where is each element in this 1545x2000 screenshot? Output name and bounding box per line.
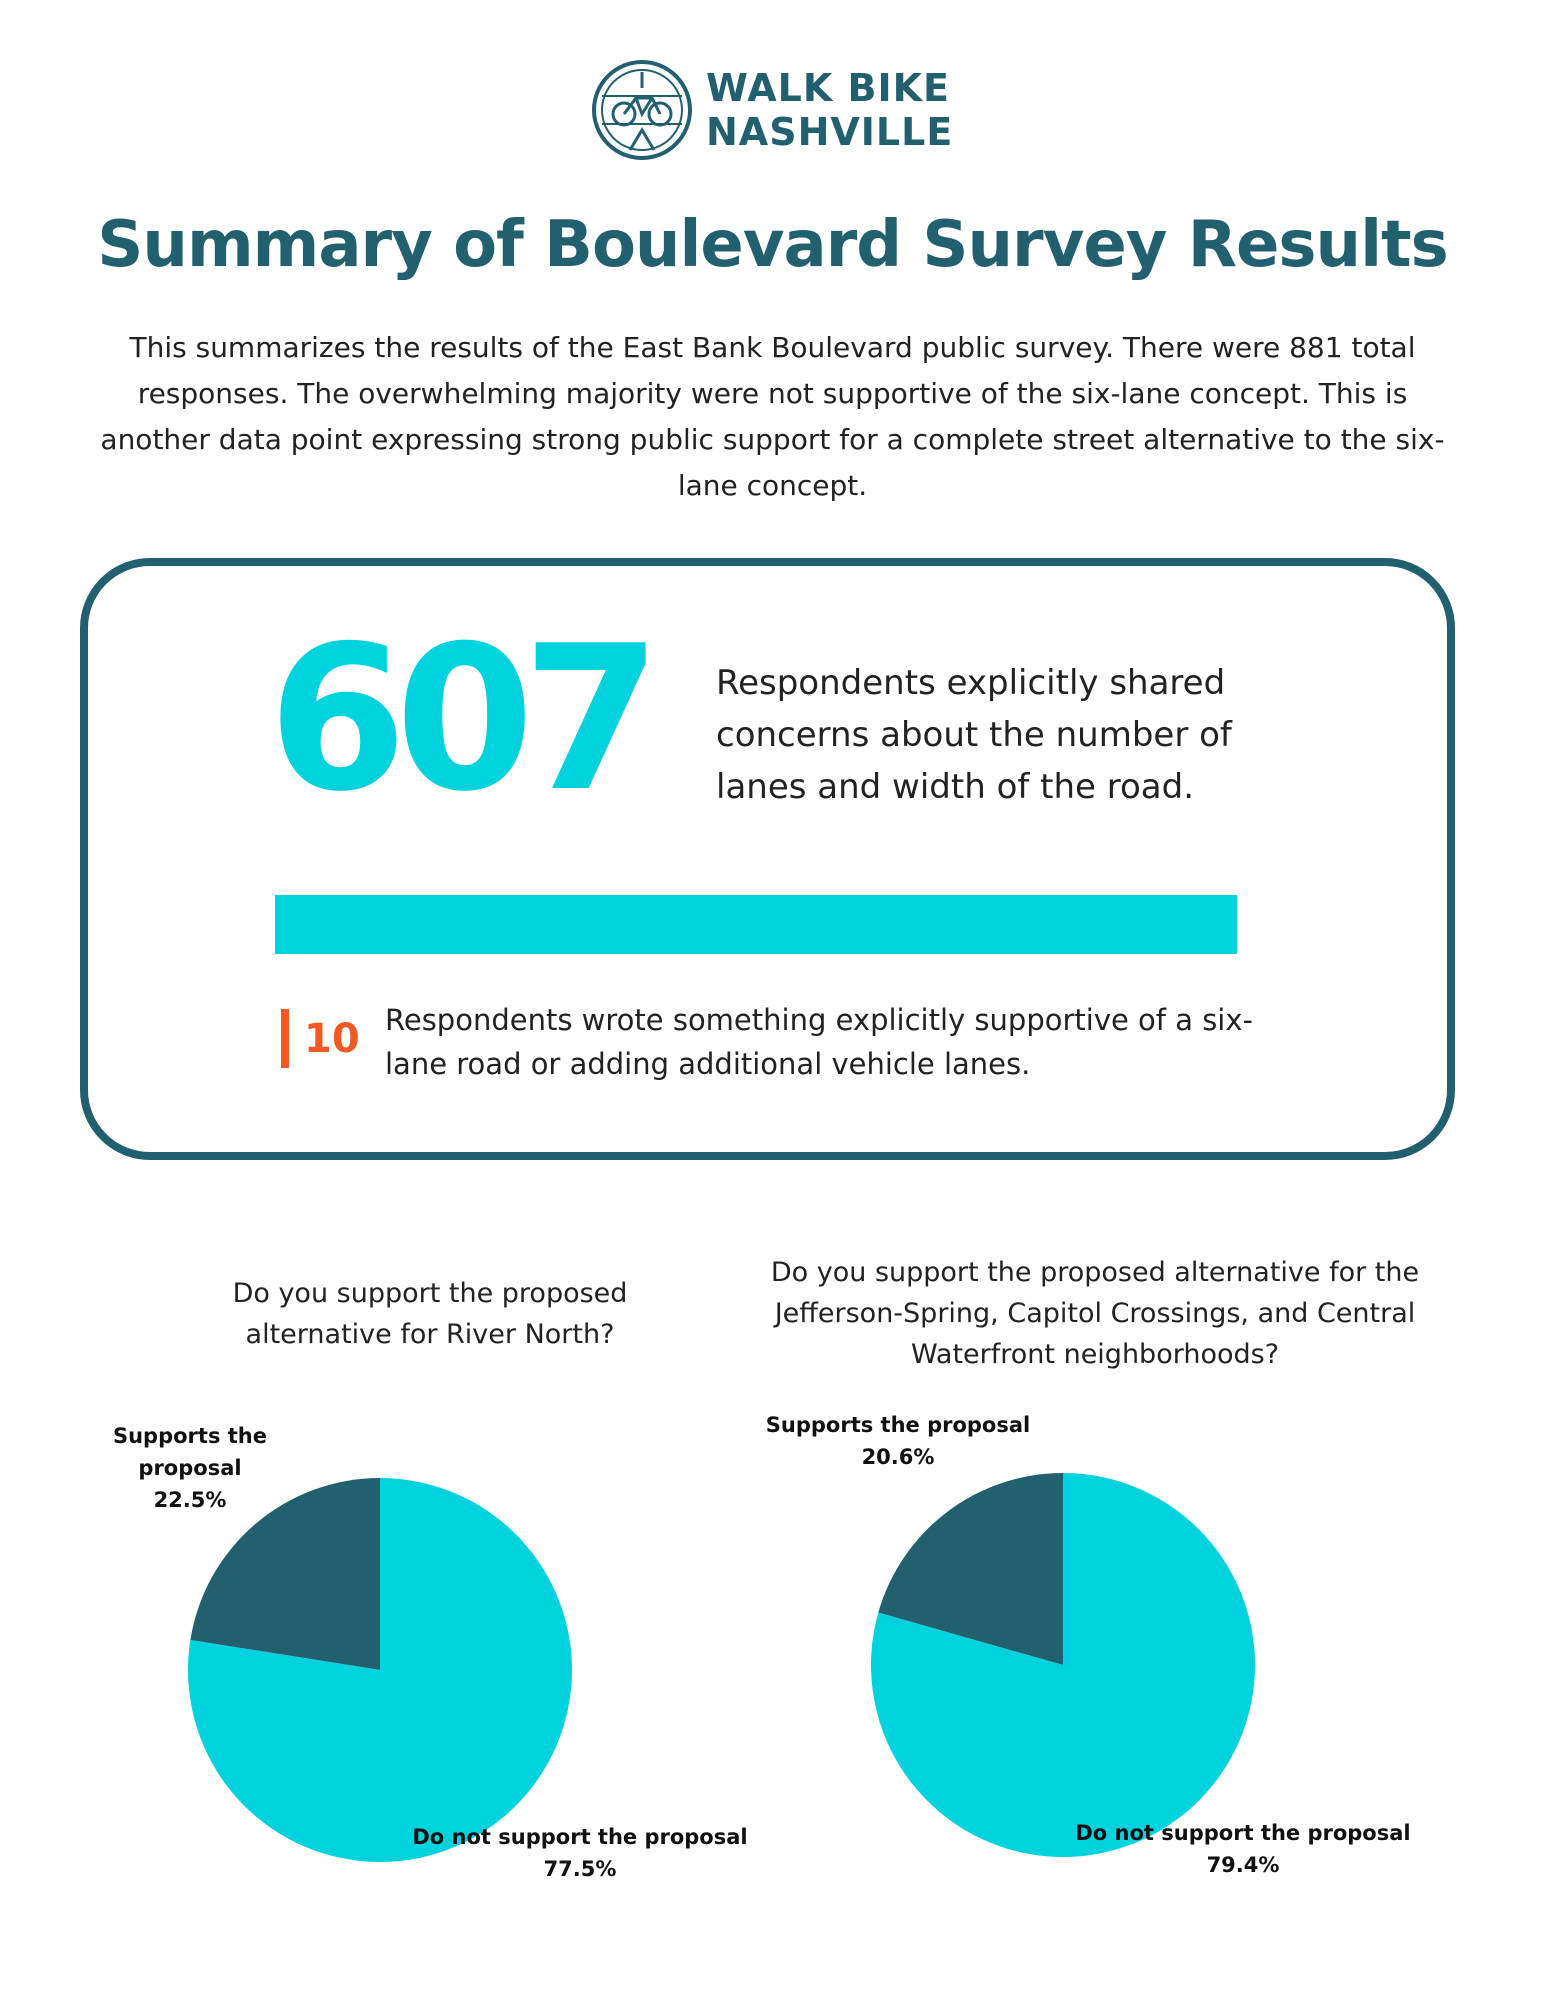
river-north-support-text: Supports the proposal	[112, 1424, 267, 1480]
river-north-oppose-label	[400, 1821, 760, 1885]
intro-paragraph: This summarizes the results of the East Bank Boulevard public survey. There were 881 total responses. The overwhelming majority were not supportive of the six-lane concept. This is another data point expressing strong public support for a complete street alternative to the six-lane concept.	[100, 331, 1445, 502]
jefferson-spring-support-text: Supports the proposal	[765, 1413, 1031, 1437]
bicycle-icon	[590, 58, 694, 162]
supportive-description: Respondents wrote something explicitly supportive of a six-lane road or adding additional vehicle lanes.	[385, 1003, 1253, 1081]
jefferson-spring-oppose-text: Do not support the proposal	[1075, 1821, 1411, 1845]
river-north-oppose-text: Do not support the proposal	[412, 1825, 748, 1849]
walk-bike-nashville-logo	[590, 58, 954, 168]
jefferson-spring-support-label	[763, 1409, 1033, 1473]
river-north-pie-chart	[185, 1475, 575, 1865]
jefferson-spring-support-value: 20.6%	[861, 1445, 935, 1469]
logo-wordmark	[706, 66, 953, 154]
page-title: Summary of Boulevard Survey Results	[97, 208, 1448, 282]
concerns-description: Respondents explicitly shared concerns about the number of lanes and width of the road.	[716, 663, 1232, 807]
jefferson-spring-oppose-label	[1068, 1817, 1418, 1881]
river-north-support-value: 22.5%	[153, 1488, 227, 1512]
supportive-bar	[281, 1009, 289, 1068]
concerns-bar	[275, 895, 1237, 954]
river-north-question: Do you support the proposed alternative for River North?	[232, 1278, 628, 1350]
logo-line-1: WALK BIKE	[706, 66, 951, 110]
concerns-count: 607	[268, 603, 650, 836]
jefferson-spring-oppose-value: 79.4%	[1206, 1853, 1280, 1877]
river-north-oppose-value: 77.5%	[543, 1857, 617, 1881]
logo-line-2: NASHVILLE	[706, 110, 954, 154]
jefferson-spring-question: Do you support the proposed alternative for the Jefferson-Spring, Capitol Crossings, and Central Waterfront neighborhoods?	[770, 1257, 1420, 1370]
jefferson-spring-pie-chart	[868, 1470, 1258, 1860]
river-north-support-label	[60, 1420, 320, 1516]
supportive-count: 10	[304, 1016, 360, 1062]
